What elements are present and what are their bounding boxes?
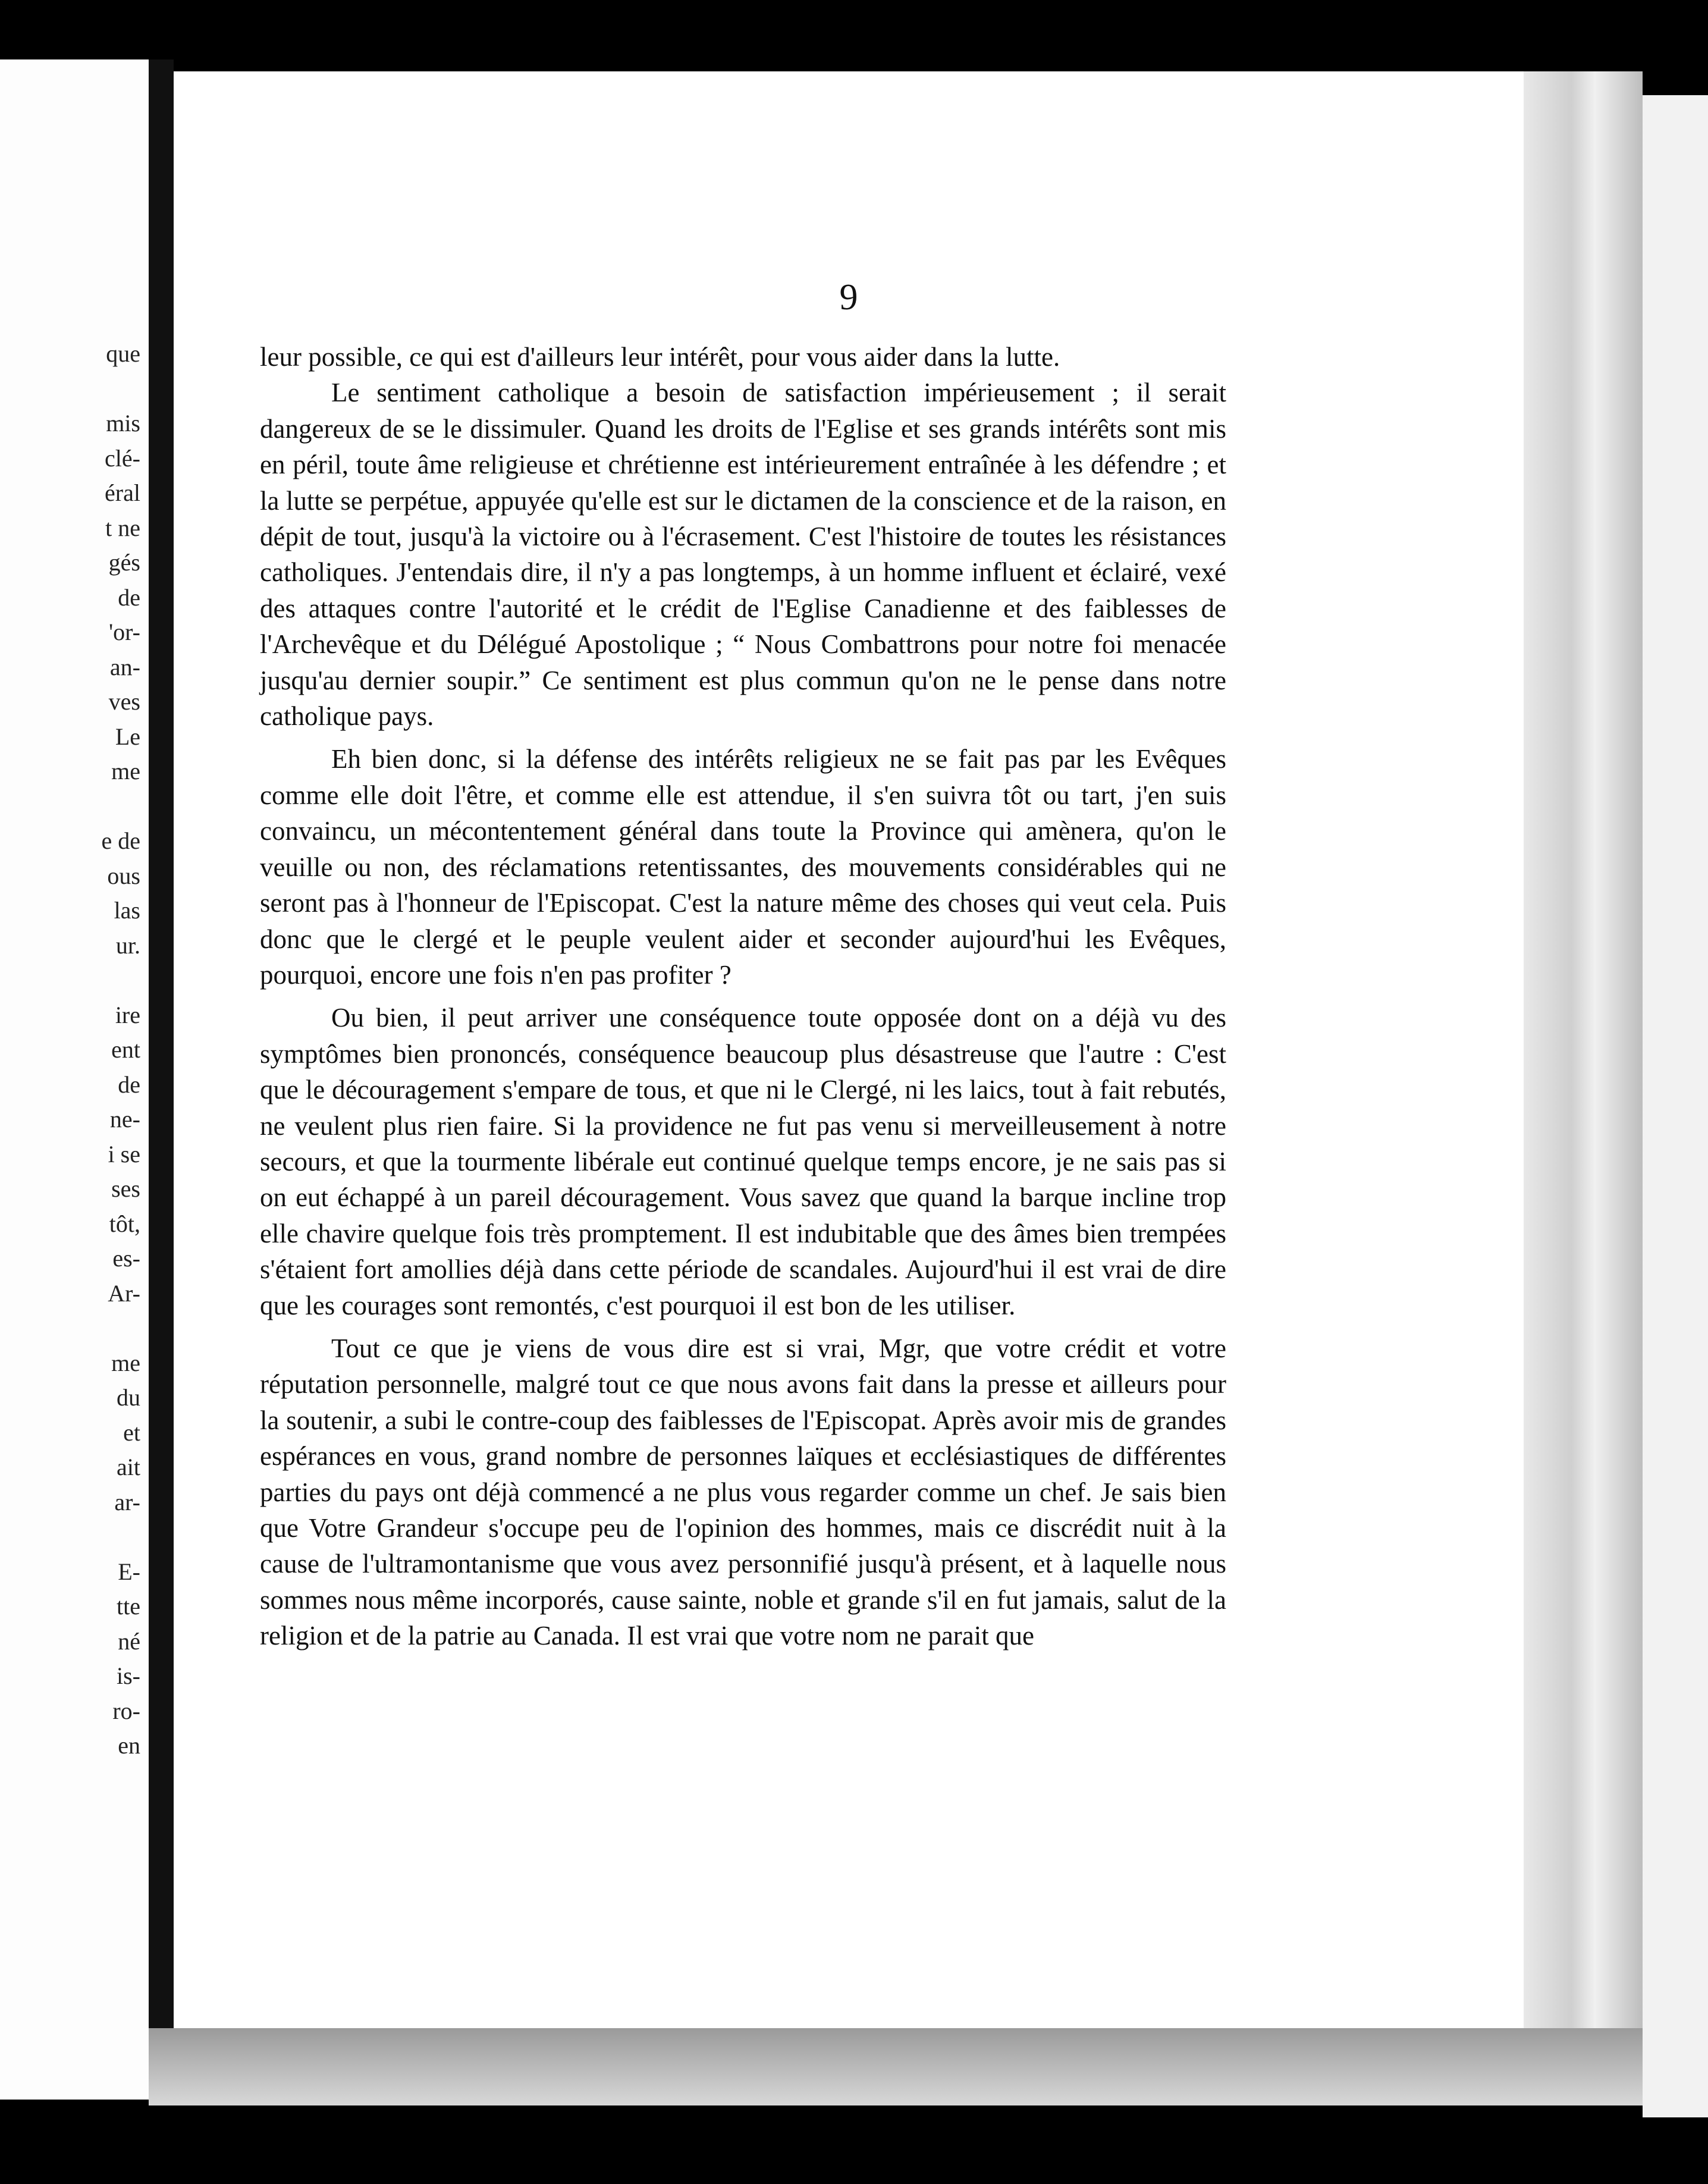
facing-page-line: ro-	[112, 1697, 140, 1724]
facing-page-line: 'or-	[108, 619, 140, 645]
facing-page-line: an-	[109, 653, 140, 680]
paragraph: Eh bien donc, si la défense des intérêts religieux ne se fait pas par les Evêques comme elle doit l'être, et comme elle est attendue, il s'en suivra tôt ou tart, j'en suis convaincu, un mécontentement général dans toute la Province qui amènera, qu'on le veuille ou non, des réclamations retentissantes, des mouvements considérables qui ne seront pas à l'honneur de l'Episcopat. C'est la nature même des choses qui veut cela. Puis donc que le clergé et le peuple veulent aider et seconder aujourd'hui les Evêques, pourquoi, encore une fois n'en pas profiter ?	[260, 744, 1226, 990]
facing-page-line: t ne	[105, 514, 140, 541]
facing-page-line: e de	[101, 827, 140, 854]
facing-page-line: de	[118, 583, 140, 611]
facing-page-line: en	[118, 1732, 140, 1759]
document-page	[174, 71, 1524, 2028]
facing-page-line: Ar-	[108, 1279, 140, 1307]
facing-page-line: ar-	[114, 1488, 140, 1515]
facing-page-line: ves	[108, 688, 140, 715]
facing-page-line: ire	[115, 1001, 140, 1028]
facing-page-line: ous	[107, 862, 140, 889]
facing-page-line: éral	[105, 479, 140, 506]
book-gutter	[149, 59, 174, 2100]
facing-page-fragment	[0, 59, 149, 2100]
facing-page-line: ent	[111, 1036, 140, 1063]
facing-page-line: las	[114, 897, 140, 924]
facing-page-line: es-	[112, 1245, 140, 1272]
facing-page-line: de	[118, 1071, 140, 1098]
paragraph: Le sentiment catholique a besoin de satisfaction impérieusement ; il serait dangereux de se le dissimuler. Quand les droits de l'Eglise et ses grands intérêts sont mis en péril, toute âme religieuse et chrétienne est intérieurement entraînée à les défendre ; et la lutte se perpétue, appuyée qu'elle est sur le dictamen de la conscience et de la raison, en dépit de tout, jusqu'à la victoire ou à l'écrasement. C'est l'histoire de toutes les résistances catholiques. J'entendais dire, il n'y a pas longtemps, à un homme influent et éclairé, vexé des attaques contre l'autorité et le crédit de l'Eglise Canadienne et des faiblesses de l'Archevêque et du Délégué Apostolique ; “ Nous Combattrons pour notre foi menacée jusqu'au dernier soupir.” Ce sentiment est plus commun qu'on ne le pense dans notre catholique pays.	[260, 378, 1226, 732]
facing-page-line: et	[123, 1419, 140, 1446]
facing-page-line: clé-	[105, 444, 140, 472]
paragraph: Tout ce que je viens de vous dire est si vrai, Mgr, que votre crédit et votre réputation personnelle, malgré tout ce que nous avons fait dans la presse et ailleurs pour la soutenir, a subi le contre-coup des faiblesses de l'Episcopat. Après avoir mis de grandes espérances en vous, grand nombre de personnes laïques et ecclésiastiques de différentes parties du pays ont déjà commencé a ne plus vous regarder comme un chef. Je sais bien que Votre Grandeur s'occupe peu de l'opinion des hommes, mais ce discrédit nuit à la cause de l'ultramontanisme que vous avez personnifié jusqu'à présent, et à laquelle nous sommes nous même incorporés, cause sainte, noble et grande s'il en fut jamais, salut de la religion et de la patrie au Canada. Il est vrai que votre nom ne parait que	[260, 1333, 1226, 1651]
facing-page-line: du	[117, 1384, 140, 1411]
facing-page-line: i se	[108, 1140, 140, 1168]
facing-page-line: me	[111, 758, 140, 785]
facing-page-line: ait	[117, 1454, 140, 1480]
facing-page-line: que	[106, 340, 140, 367]
facing-page-line: me	[111, 1349, 140, 1376]
facing-page-line: ne-	[109, 1106, 140, 1132]
paragraph-continuation: leur possible, ce qui est d'ailleurs leur intérêt, pour vous aider dans la lutte.	[260, 342, 1060, 372]
facing-page-line: ur.	[115, 931, 140, 959]
facing-page-line: né	[118, 1627, 140, 1655]
facing-page-line: gés	[108, 549, 140, 576]
facing-page-line: E-	[118, 1558, 140, 1585]
page-bottom-shadow	[149, 2028, 1643, 2105]
facing-page-line: ses	[111, 1175, 140, 1202]
page-number: 9	[839, 277, 858, 318]
facing-page-line: mis	[106, 410, 140, 437]
scan-margin	[1643, 95, 1708, 2117]
paragraph: Ou bien, il peut arriver une conséquence toute opposée dont on a déjà vu des symptômes bien prononcés, conséquence beaucoup plus désastreuse que l'autre : C'est que le découragement s'empare de tous, et que ni le Clergé, ni les laics, tout à fait rebutés, ne veulent plus rien faire. Si la providence ne fut pas venu si merveilleusement à notre secours, et que la tourmente libérale eut continué quelque temps encore, je ne sais pas si on eut échappé à un pareil découragement. Vous savez que quand la barque incline trop elle chavire quelque fois très promptement. Il est indubitable que des âmes bien trempées s'étaient fort amollies déjà dans cette période de scandales. Aujourd'hui il est vrai de dire que les courages sont remontés, c'est pourquoi il est bon de les utiliser.	[260, 1003, 1226, 1320]
facing-page-line: Le	[115, 723, 140, 750]
facing-page-line: tôt,	[109, 1210, 140, 1237]
page-stack-edge	[1524, 71, 1643, 2028]
facing-page-line: tte	[117, 1593, 140, 1620]
page-body	[260, 339, 1226, 1654]
facing-page-line: is-	[117, 1662, 140, 1689]
